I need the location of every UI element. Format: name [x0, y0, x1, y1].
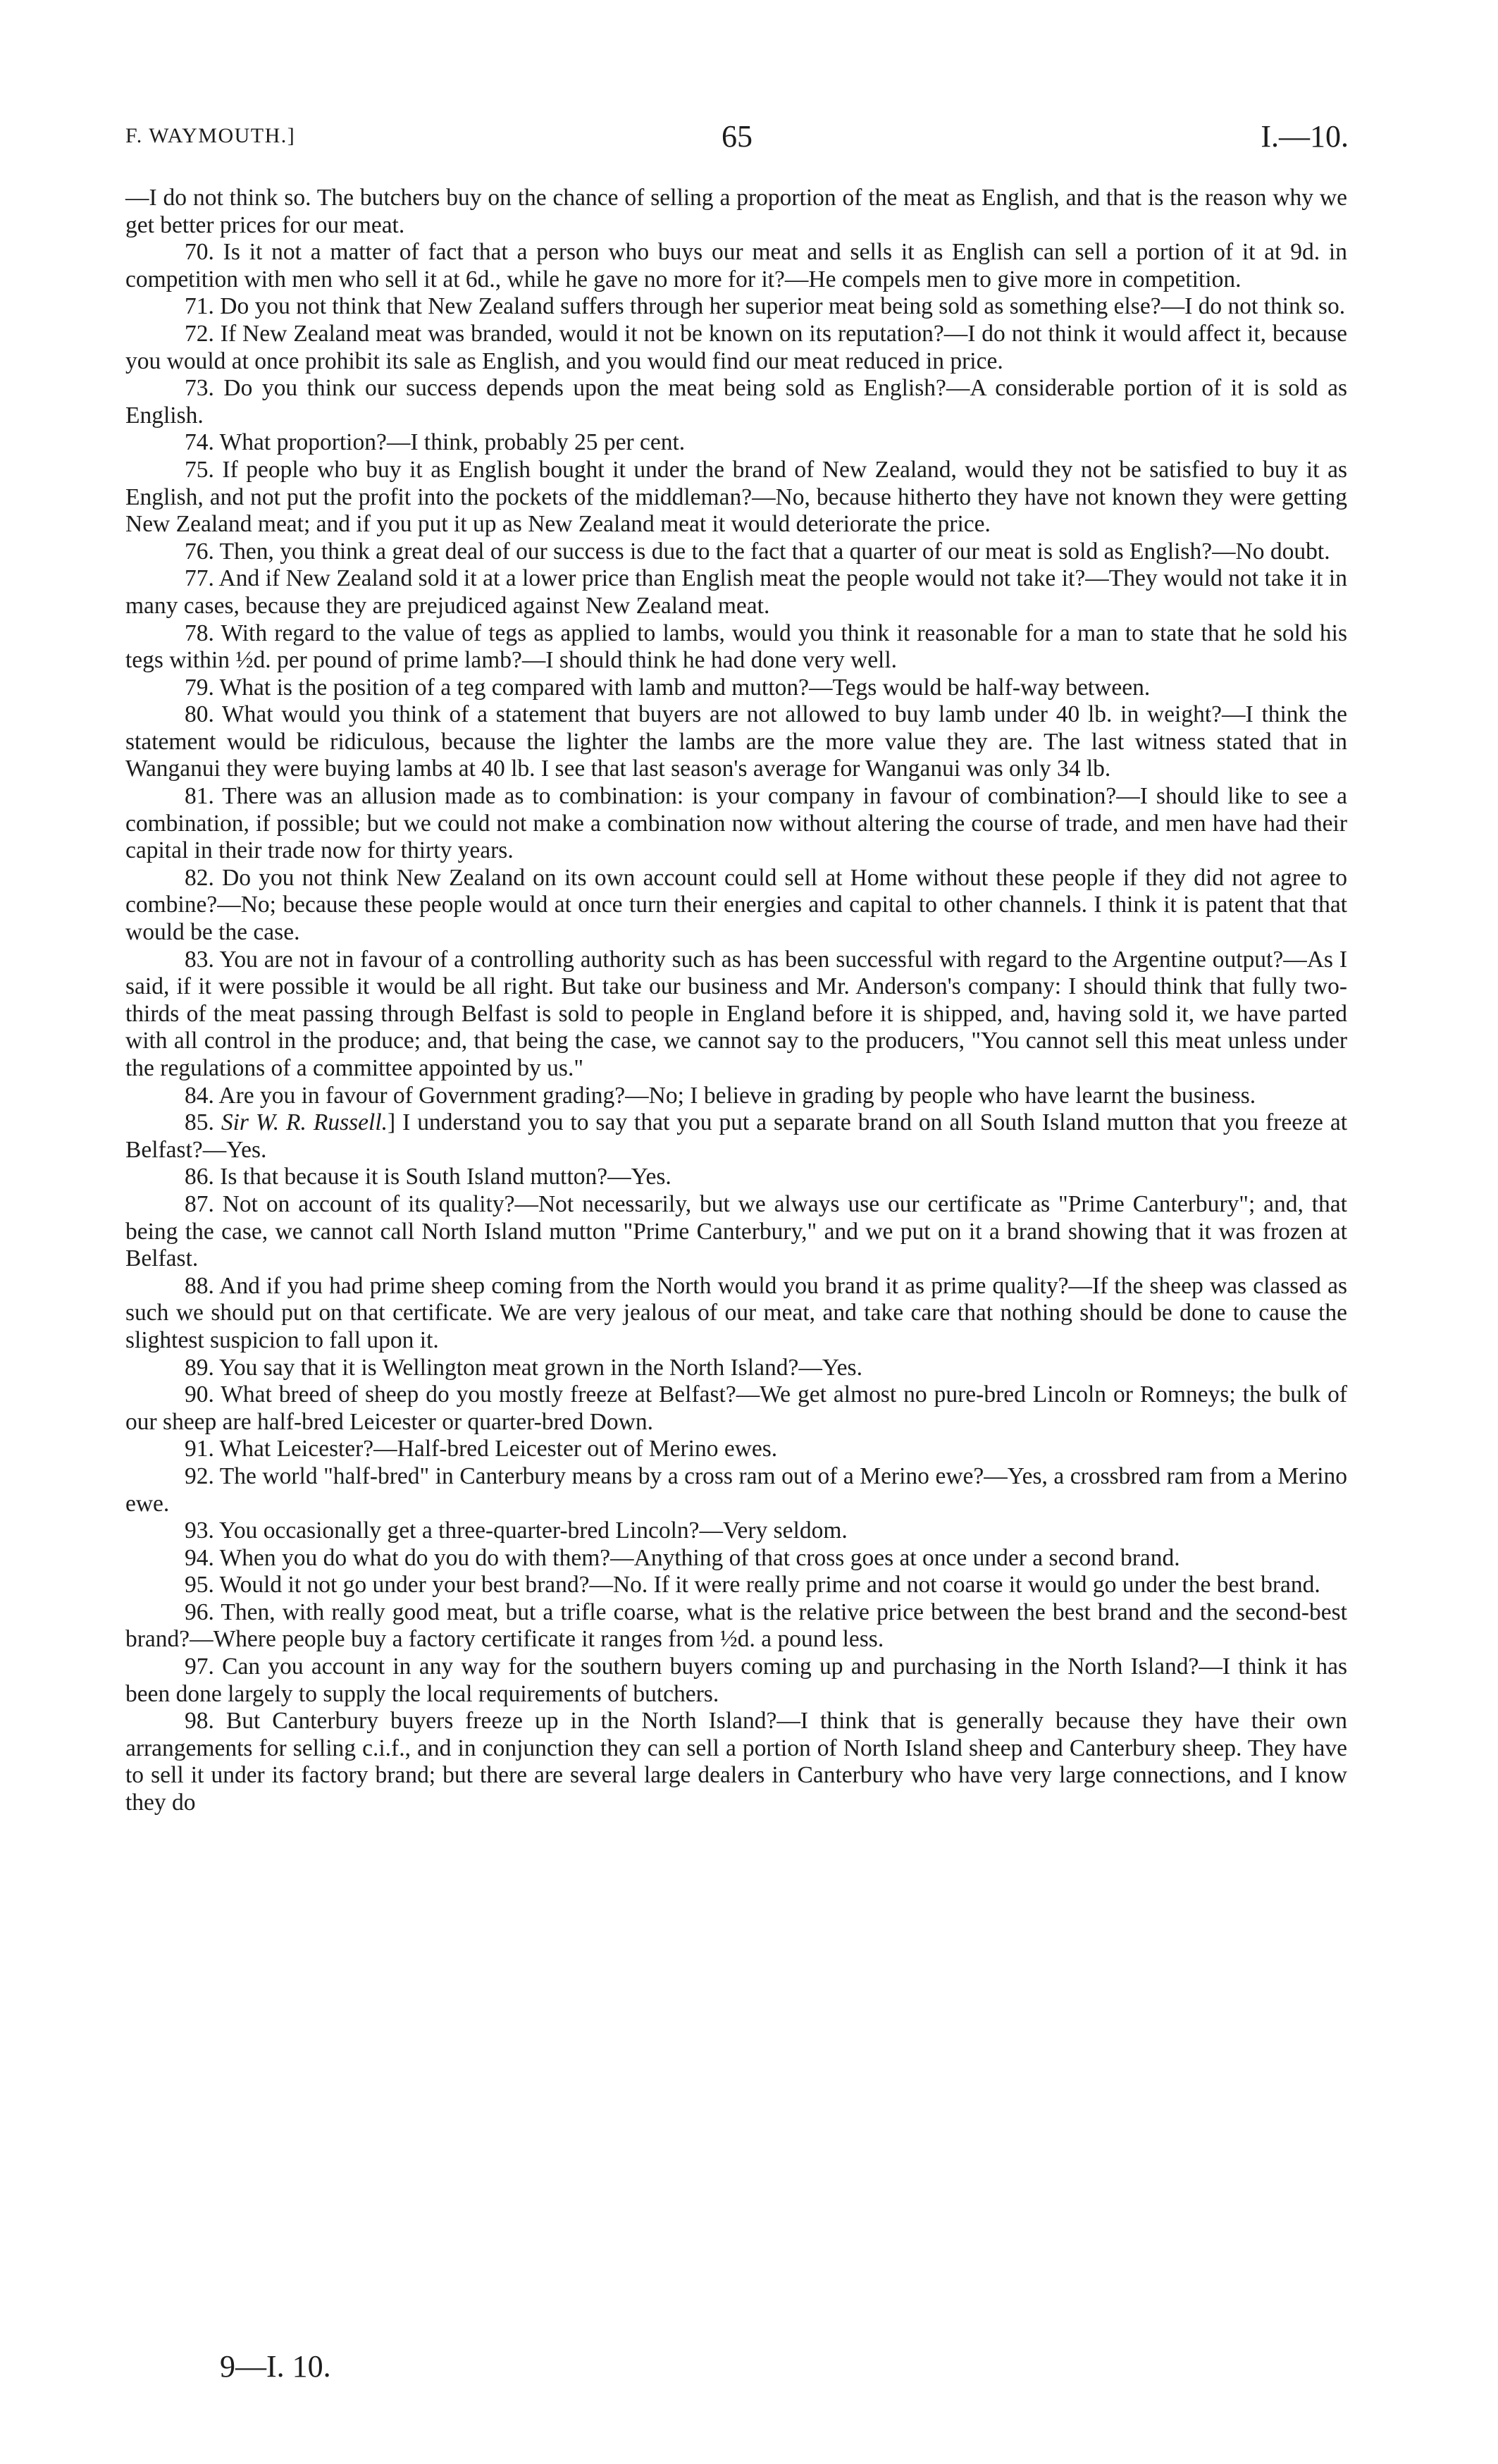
question-88: 88. And if you had prime sheep coming from the North would you brand it as prime quality?—If the sheep was classed as such we should put on that certificate. We are very jealous of our meat, and take care that nothing should be done to cause the slightest suspicion to fall upon it. [125, 1272, 1347, 1353]
question-71: 71. Do you not think that New Zealand suffers through her superior meat being sold as something else?—I do not think so. [185, 293, 1346, 320]
question-92: 92. The world "half-bred" in Canterbury means by a cross ram out of a Merino ewe?—Yes, a crossbred ram from a Merino ewe. [125, 1462, 1347, 1517]
paper-reference: I.—10. [1261, 119, 1349, 154]
question-82: 82. Do you not think New Zealand on its own account could sell at Home without these people if they did not agree to combine?—No; because these people would at once turn their energies and capital to other channels. I think it is patent that that would be the case. [125, 864, 1347, 946]
evidence-body [125, 185, 1347, 1817]
question-90: 90. What breed of sheep do you mostly freeze at Belfast?—We get almost no pure-bred Lincoln or Romneys; the bulk of our sheep are half-bred Leicester or quarter-bred Down. [125, 1381, 1347, 1435]
question-77: 77. And if New Zealand sold it at a lower price than English meat the people would not take it?—They would not take it in many cases, because they are prejudiced against New Zealand meat. [125, 565, 1347, 619]
opening-answer: —I do not think so. The butchers buy on the chance of selling a proportion of the meat as English, and that is the reason why we get better prices for our meat. [125, 185, 1347, 238]
question-91: 91. What Leicester?—Half-bred Leicester out of Merino ewes. [185, 1436, 778, 1462]
question-85-text: ] I understand you to say that you put a separate brand on all South Island mutton that you freeze at Belfast?—Yes. [125, 1109, 1348, 1163]
question-96: 96. Then, with really good meat, but a trifle coarse, what is the relative price between the best brand and the second-best brand?—Where people buy a factory certificate it ranges from ½d. a pound less. [125, 1598, 1347, 1653]
question-76: 76. Then, you think a great deal of our success is due to the fact that a quarter of our meat is sold as English?—No doubt. [185, 538, 1330, 565]
question-98: 98. But Canterbury buyers freeze up in the North Island?—I think that is generally because they have their own arrangements for selling c.i.f., and in conjunction they can sell a portion of North Island sheep and Canterbury sheep. They have to sell it under its factory brand; but there are several large dealers in Canterbury who have very large connections, and I know they do [125, 1708, 1347, 1816]
signature-mark: 9—I. 10. [220, 2349, 331, 2384]
question-87: 87. Not on account of its quality?—Not necessarily, but we always use our certificate as "Prime Canterbury"; and, that being the case, we cannot call North Island mutton "Prime Canterbury," and we put on it a brand showing that it was frozen at Belfast. [125, 1190, 1347, 1272]
question-86: 86. Is that because it is South Island mutton?—Yes. [185, 1164, 671, 1190]
speaker-name: Sir W. R. Russell. [221, 1109, 388, 1136]
question-83: 83. You are not in favour of a controlling authority such as has been successful with regard to the Argentine output?—As I said, if it were possible it would be all right. But take our business and Mr. Anderson's company: I should think that fully two-thirds of the meat passing through Belfast is sold to people in England before it is shipped, and, having sold it, we have parted with all control in the produce; and, that being the case, we cannot say to the producers, "You cannot sell this meat unless under the regulations of a committee appointed by us." [125, 946, 1347, 1081]
question-97: 97. Can you account in any way for the southern buyers coming up and purchasing in the North Island?—I think it has been done largely to supply the local requirements of butchers. [125, 1653, 1347, 1707]
question-75: 75. If people who buy it as English bought it under the brand of New Zealand, would they not be satisfied to buy it as English, and not put the profit into the pockets of the middleman?—No, because hitherto they have not known they were getting New Zealand meat; and if you put it up as New Zealand meat it would deteriorate the price. [125, 456, 1347, 538]
witness-name: F. WAYMOUTH.] [125, 124, 296, 147]
question-94: 94. When you do what do you do with them?—Anything of that cross goes at once under a second brand. [185, 1544, 1180, 1571]
question-72: 72. If New Zealand meat was branded, would it not be known on its reputation?—I do not think it would affect it, because you would at once prohibit its sale as English, and you would find our meat reduced in price. [125, 320, 1347, 374]
question-85 [125, 1109, 1347, 1164]
question-70: 70. Is it not a matter of fact that a person who buys our meat and sells it as English can sell a portion of it at 9d. in competition with men who sell it at 6d., while he gave no more for it?—He compels men to give more in competition. [125, 239, 1347, 292]
page-header [125, 118, 1349, 161]
question-84: 84. Are you in favour of Government grading?—No; I believe in grading by people who have learnt the business. [185, 1082, 1256, 1109]
question-89: 89. You say that it is Wellington meat grown in the North Island?—Yes. [185, 1354, 862, 1381]
question-74: 74. What proportion?—I think, probably 25 per cent. [185, 429, 686, 456]
question-79: 79. What is the position of a teg compared with lamb and mutton?—Tegs would be half-way between. [185, 674, 1151, 701]
question-73: 73. Do you think our success depends upon the meat being sold as English?—A considerable portion of it is sold as English. [125, 375, 1347, 429]
question-78: 78. With regard to the value of tegs as applied to lambs, would you think it reasonable for a man to state that he sold his tegs within ½d. per pound of prime lamb?—I should think he had done very well. [125, 620, 1347, 674]
question-85-number: 85. [185, 1109, 221, 1136]
question-80: 80. What would you think of a statement that buyers are not allowed to buy lamb under 40 lb. in weight?—I think the statement would be ridiculous, because the lighter the lambs are the more value they are. The last witness stated that in Wanganui they were buying lambs at 40 lb. I see that last season's average for Wanganui was only 34 lb. [125, 701, 1347, 782]
question-95: 95. Would it not go under your best brand?—No. If it were really prime and not coarse it would go under the best brand. [185, 1572, 1320, 1598]
question-81: 81. There was an allusion made as to combination: is your company in favour of combination?—I should like to see a combination, if possible; but we could not make a combination now without altering the course of trade, and men have had their capital in their trade now for thirty years. [125, 783, 1347, 864]
page-number: 65 [722, 119, 753, 154]
question-93: 93. You occasionally get a three-quarter-bred Lincoln?—Very seldom. [185, 1517, 848, 1544]
